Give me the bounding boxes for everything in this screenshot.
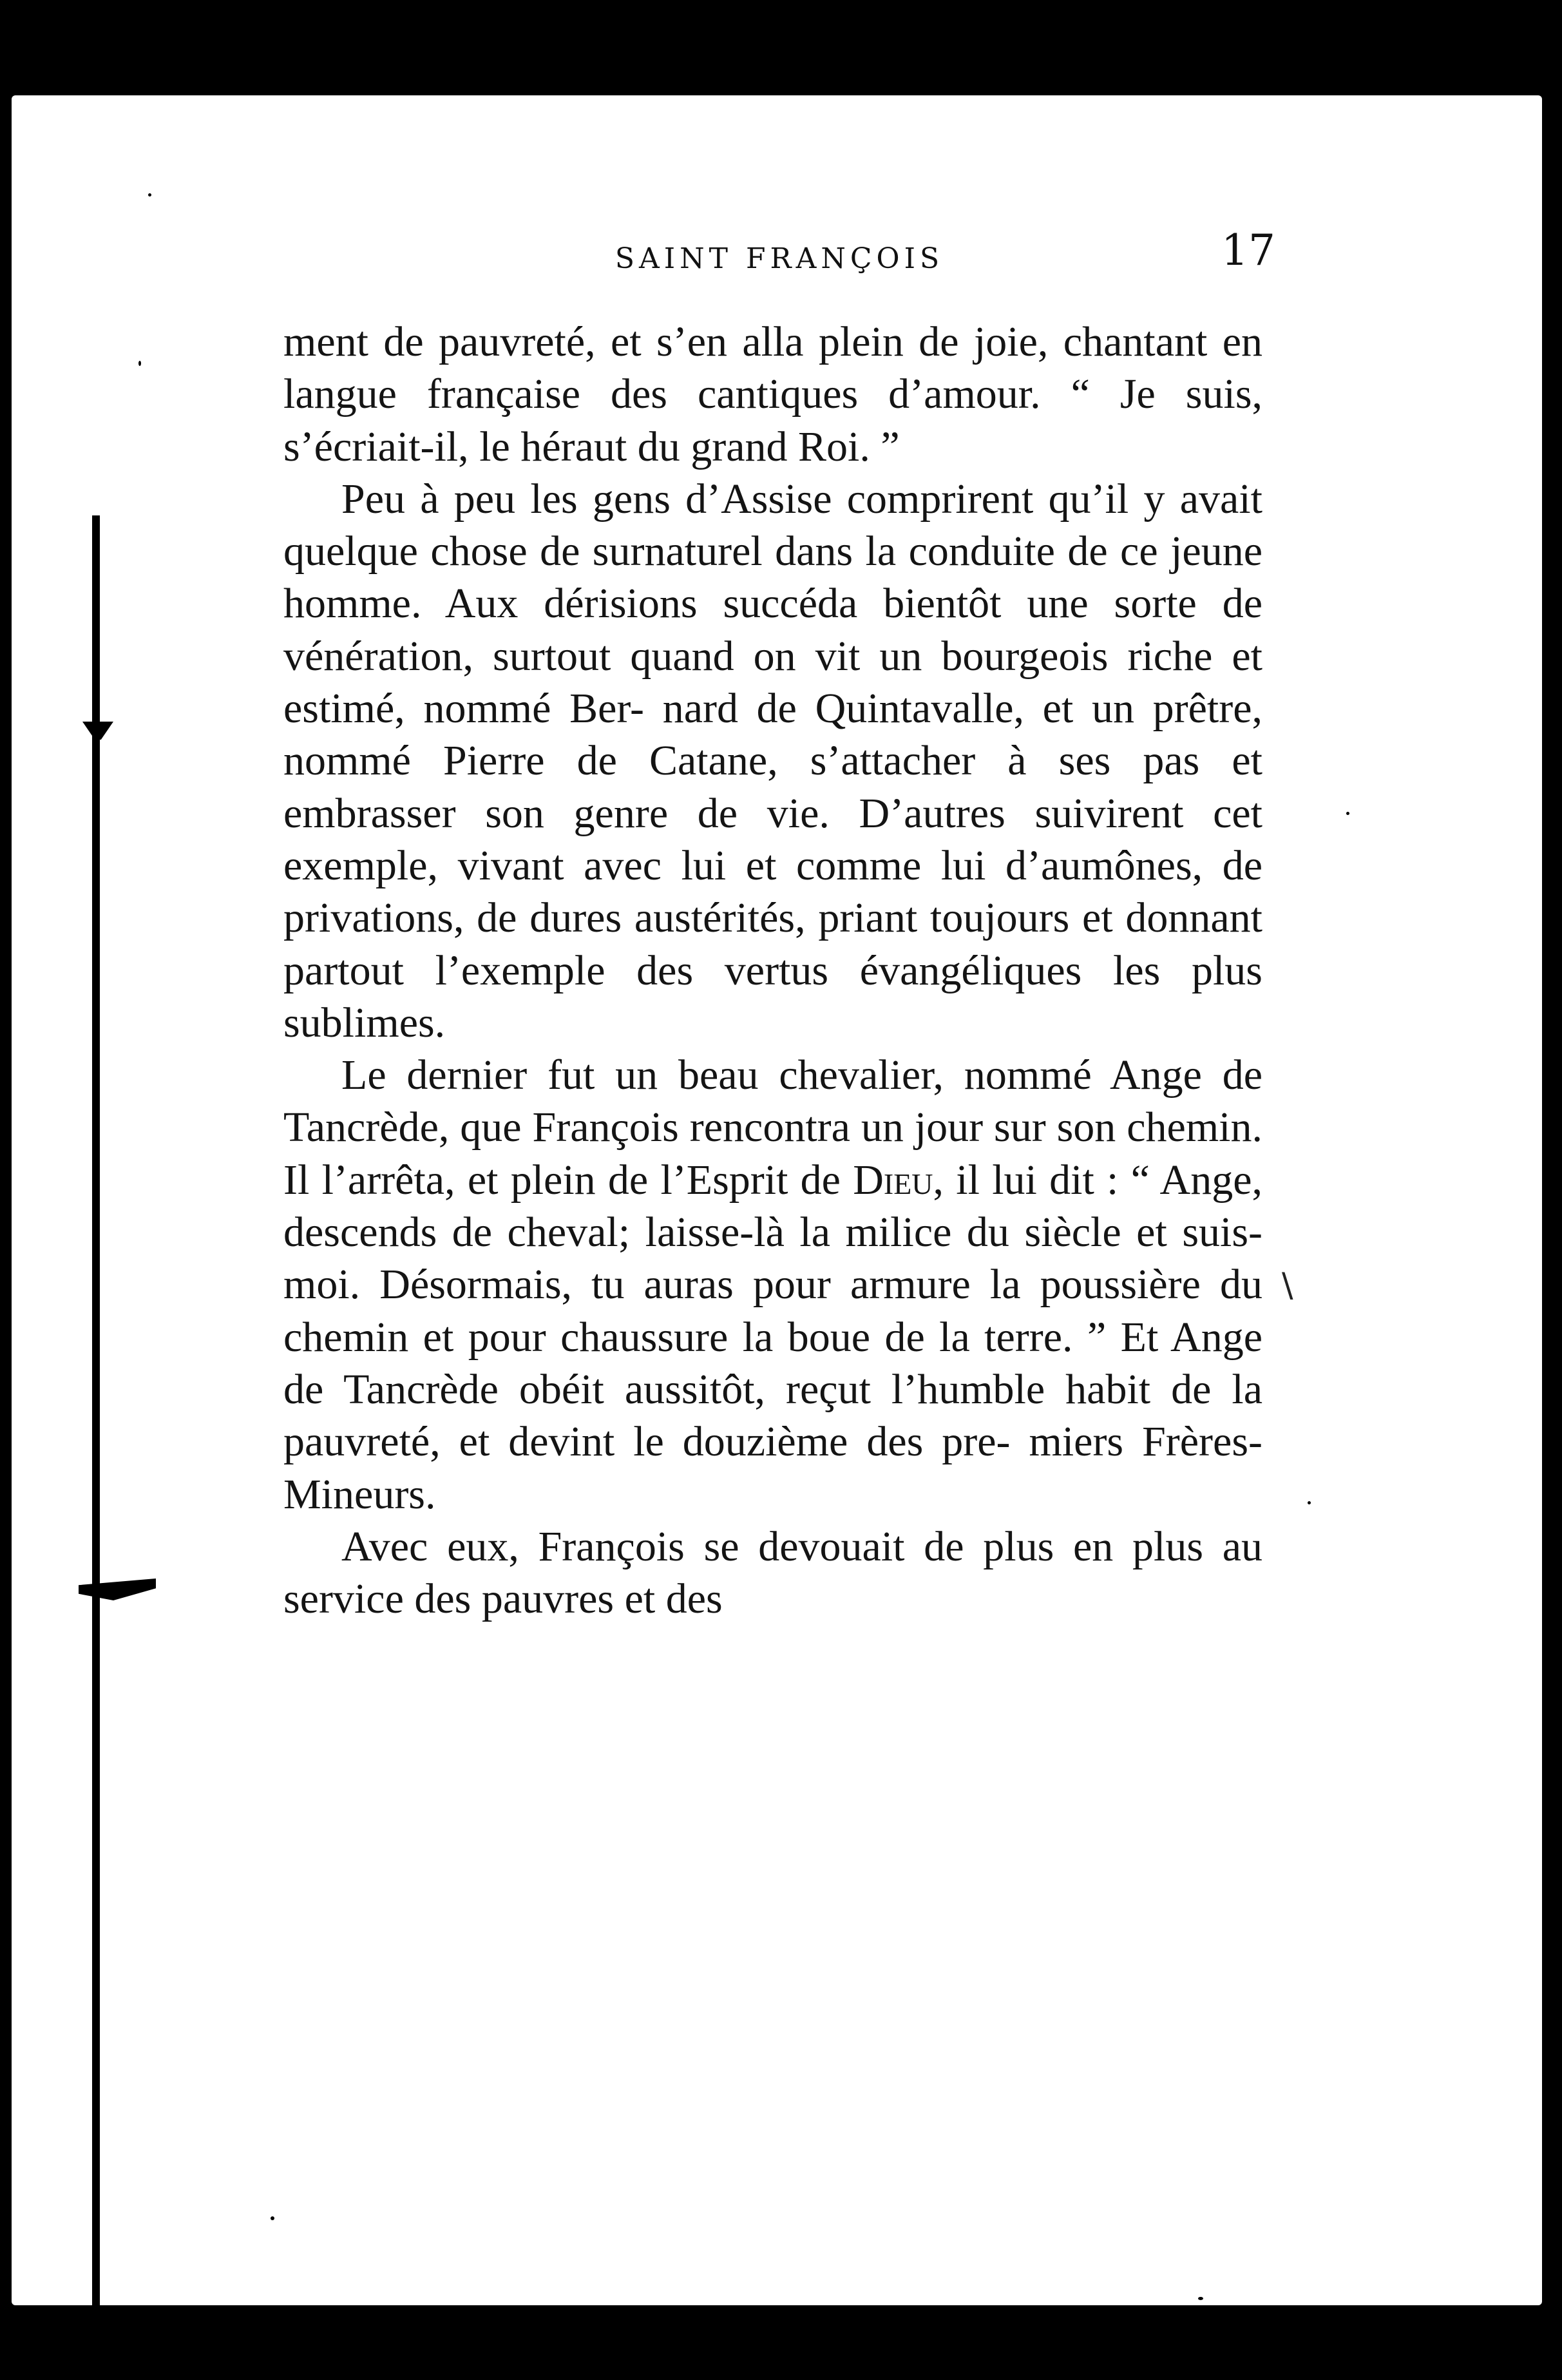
text-line: en plus au service des pauvres et des [283, 1522, 1263, 1623]
text-line: dures austérités, priant toujours et [529, 894, 1113, 942]
text-line: lui dit : “ Ange, descends de cheval; [283, 1156, 1262, 1256]
text-line: cantiques d’amour. “ Je suis, s’écriait-il, [283, 370, 1262, 470]
text-line: rencontra un jour sur son chemin. Il [283, 1104, 1262, 1204]
text-line: ment de pauvreté, et s’en alla plein de [283, 318, 959, 365]
text-line: de vénération, surtout quand on vit un [283, 580, 1263, 680]
text-line: le héraut du grand Roi. ” [479, 423, 900, 470]
text-line: nard de Quintavalle, et un prêtre, nommé [283, 685, 1262, 785]
binding-edge [92, 515, 100, 2305]
text-line: Peu à peu les gens d’Assise comprirent [341, 475, 1034, 523]
ink-speck [1308, 1501, 1311, 1504]
ink-speck [148, 193, 151, 197]
divine-name: Dieu [853, 1156, 933, 1204]
text-line: Aux dérisions succéda bientôt une sorte [444, 580, 1197, 628]
text-line: joie, chantant en langue française des [283, 318, 1262, 418]
ink-speck [1198, 2297, 1203, 2300]
text-line: miers Frères-Mineurs. [283, 1418, 1262, 1518]
paragraph-2 [283, 473, 1262, 1049]
ink-speck [138, 361, 141, 366]
text-line: Pierre de Catane, s’attacher à ses pas et [443, 737, 1262, 785]
text-line: laisse-là la milice du siècle et suis-moi. [283, 1209, 1262, 1309]
text-line: comme lui d’aumônes, de privations, de [283, 841, 1262, 942]
running-head: SAINT FRANÇOIS [614, 242, 944, 275]
body-text [283, 316, 1262, 1625]
text-line: dans la conduite de ce jeune homme. [283, 528, 1262, 628]
text-line: qu’il y avait quelque chose de surnaturel [283, 475, 1263, 575]
page-number: 17 [1221, 226, 1275, 275]
text-line: la boue de la terre. ” Et Ange de Tancrède [283, 1313, 1263, 1413]
paragraph-1 [283, 316, 1262, 473]
text-line: bourgeois riche et estimé, nommé Ber- [283, 632, 1263, 733]
text-line: suivirent cet exemple, vivant avec lui et [283, 789, 1262, 889]
text-line: évangéliques les plus sublimes. [283, 946, 1262, 1046]
text-line: Désormais, tu auras pour armure la [379, 1261, 1021, 1309]
margin-pencil-mark: \ [1282, 1266, 1293, 1305]
text-line: donnant partout l’exemple des vertus [283, 894, 1263, 994]
ink-speck [1346, 812, 1349, 815]
ink-speck [271, 2216, 274, 2220]
page-header [283, 226, 1275, 283]
text-line: nommé Ange de Tancrède, que François [283, 1051, 1263, 1151]
text-line: l’arrêta, et plein de l’Esprit de [321, 1156, 841, 1204]
paragraph-4 [283, 1521, 1262, 1626]
text-line: obéit aussitôt, reçut l’humble habit de la [519, 1365, 1262, 1413]
text-line: Le dernier fut un beau chevalier, [341, 1051, 944, 1099]
paragraph-3 [283, 1049, 1262, 1521]
text-line: pauvreté, et devint le douzième des pre- [283, 1418, 1011, 1466]
text-line: poussière du chemin et pour chaussure [283, 1261, 1263, 1361]
text-line: Avec eux, François se devouait de plus [341, 1522, 1054, 1570]
text-line: , il [933, 1156, 980, 1204]
text-line: embrasser son genre de vie. D’autres [283, 789, 1005, 837]
